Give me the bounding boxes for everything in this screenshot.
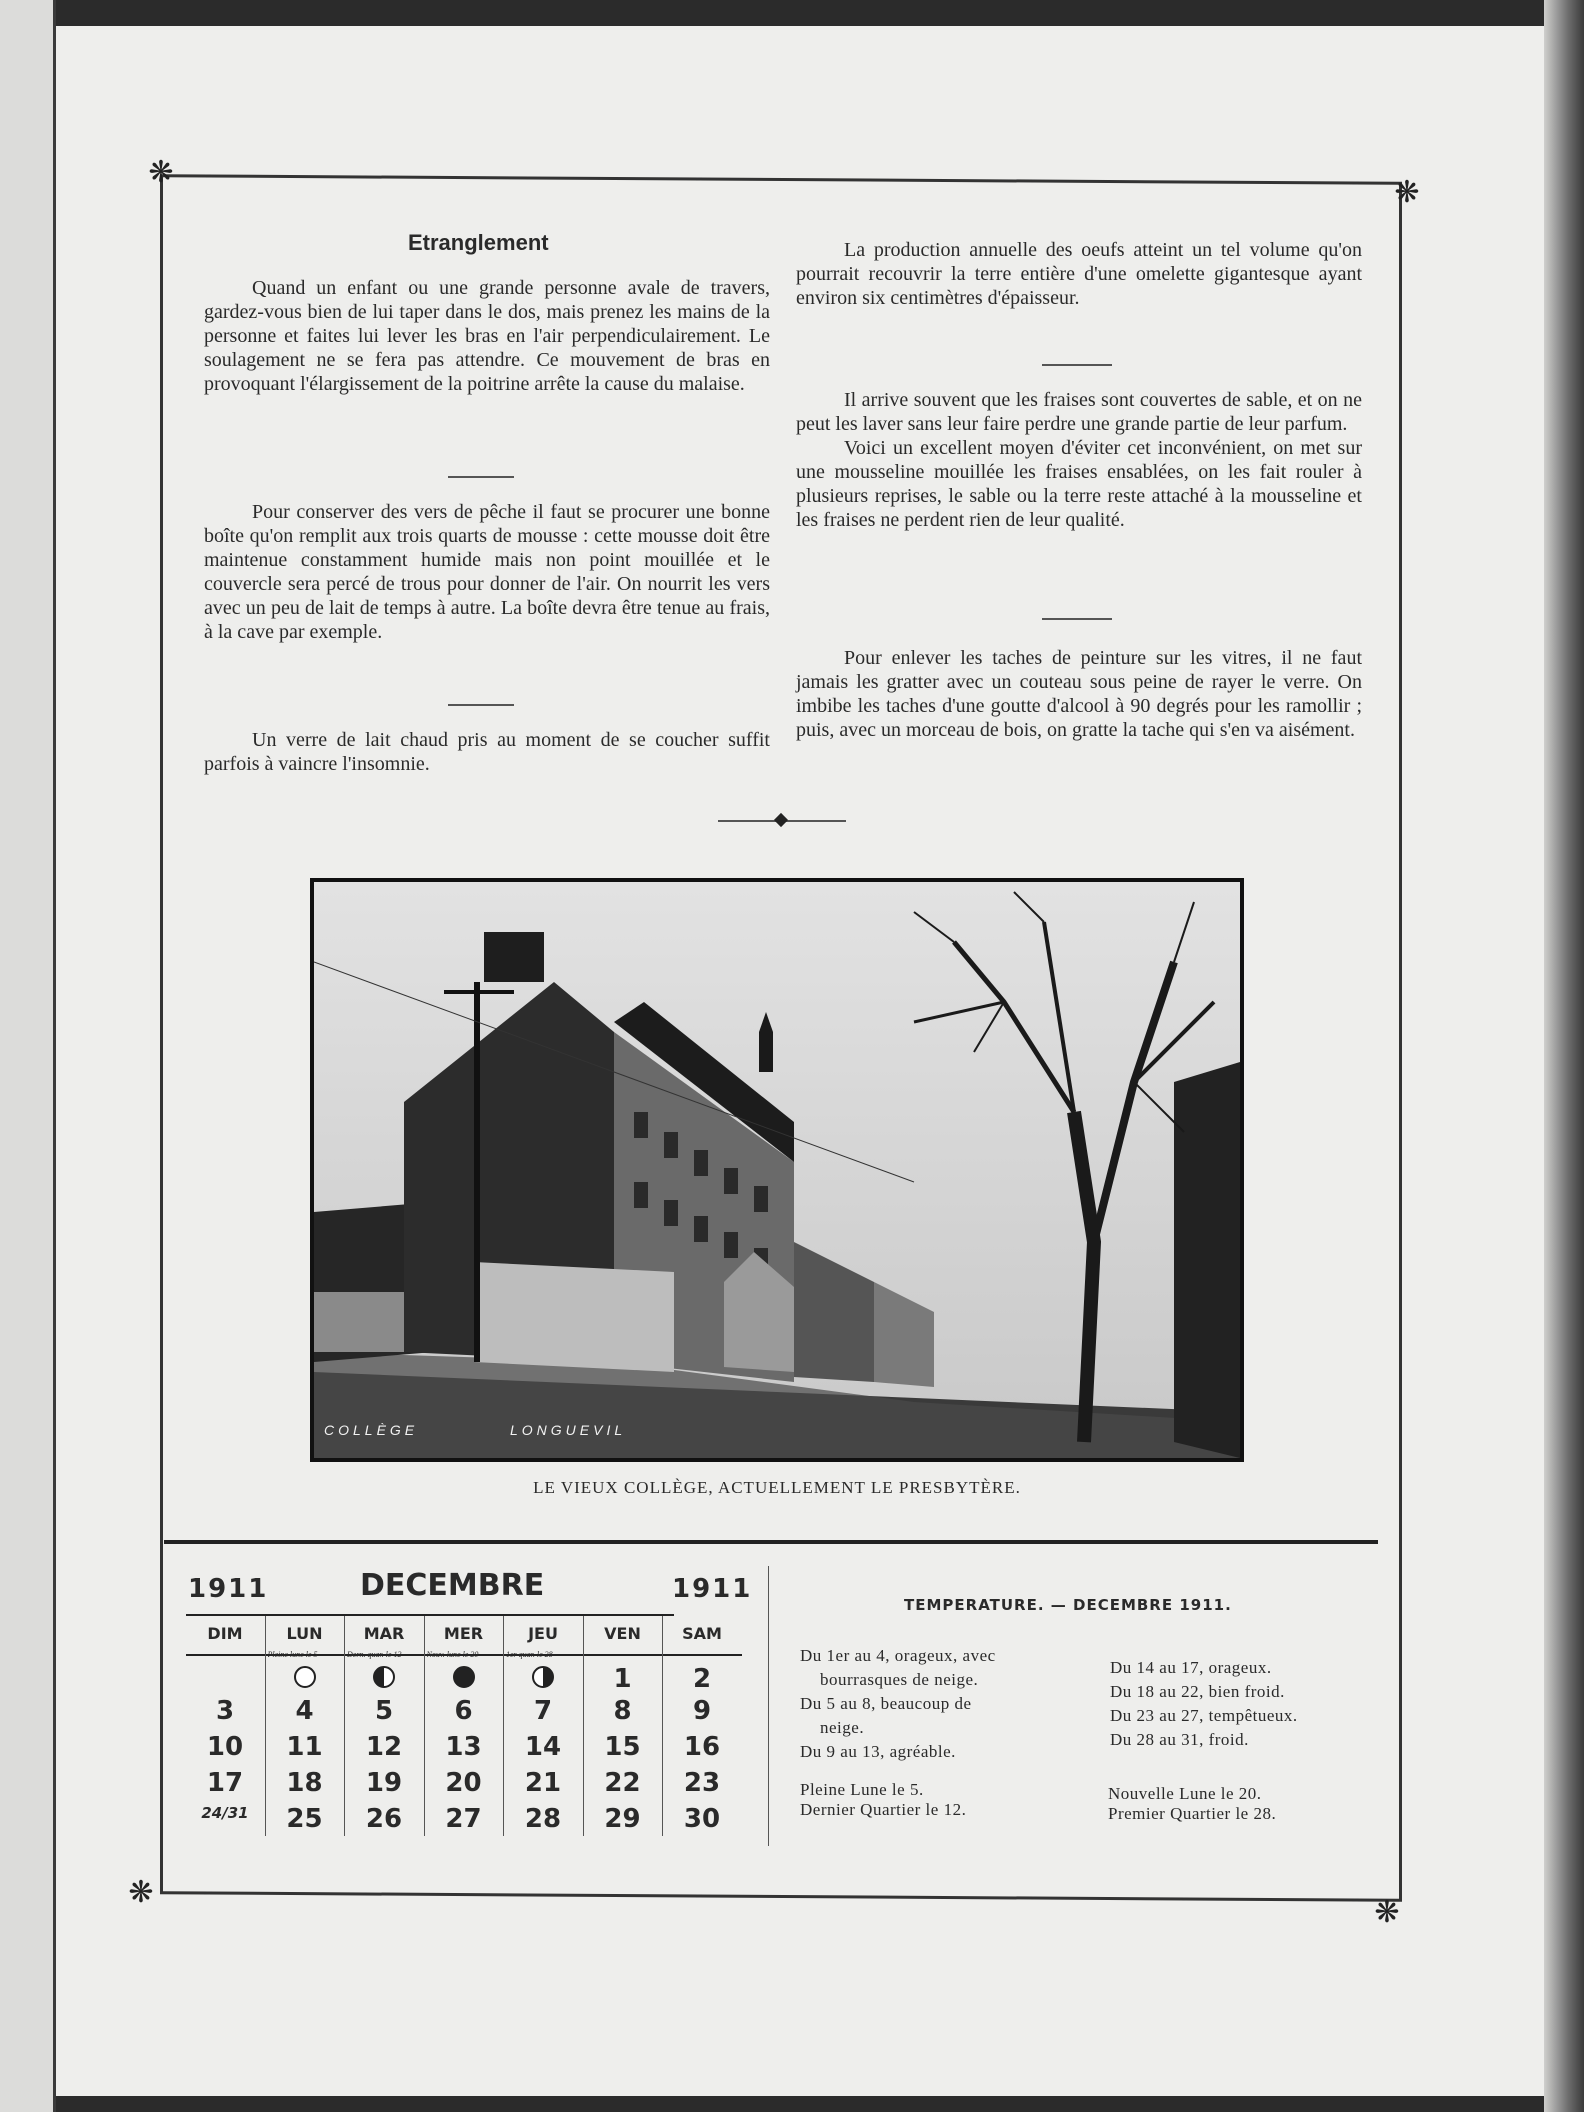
photo-caption: LE VIEUX COLLÈGE, ACTUELLEMENT LE PRESBYTÈRE. [533,1478,1021,1497]
moon-phase-icon [453,1666,475,1688]
weather-line: Du 5 au 8, beaucoup de [800,1694,972,1713]
calendar-day: 20 [445,1768,482,1798]
moon-note: Nouv. lune le 20 [426,1650,479,1659]
calendar-day: 11 [286,1732,323,1762]
month-title: DECEMBRE [360,1568,545,1603]
moon-phases-right [1108,1784,1276,1824]
calendar-day: 30 [683,1804,721,1834]
day-header-sam: SAM [682,1624,722,1643]
right-column [796,388,1362,532]
calendar-column-line [583,1616,584,1836]
calendar-day: 2 [692,1664,712,1694]
calendar-day: 26 [365,1804,403,1834]
moon-phase-line: Dernier Quartier le 12. [800,1800,967,1819]
paragraph: Voici un excellent moyen d'éviter cet inconvénient, on met sur une mousseline mouillée les fraises ensablées, on les fait rouler à plusieurs reprises, le sable ou la terre reste attaché à la mousseline et les fraises ne perdent rien de leur qualité. [796,437,1362,531]
calendar-day: 1 [613,1664,632,1694]
calendar-day: 17 [206,1768,244,1798]
moon-phase-icon [373,1666,395,1688]
year-right: 1911 [672,1574,753,1604]
calendar-day: 27 [445,1804,482,1834]
column-divider [768,1566,769,1846]
moon-note: Dern. quar. le 12 [347,1650,402,1659]
day-header-lun: LUN [286,1624,323,1643]
weather-line: bourrasques de neige. [820,1670,979,1689]
calendar-day: 15 [604,1732,641,1762]
calendar-column-line [344,1616,345,1836]
moon-note: 1er quar. le 28 [506,1650,553,1659]
weather-line: neige. [820,1718,865,1737]
weather-line: Du 28 au 31, froid. [1110,1730,1249,1749]
moon-note: Pleine lune le 5 [267,1650,318,1659]
weather-line: Du 9 au 13, agréable. [800,1742,956,1761]
paragraph: Pour conserver des vers de pêche il faut se procurer une bonne boîte qu'on remplit aux trois quarts de mousse : cette mousse doit être maintenue constamment humide mais non point mouillée et le couvercle sera percé de trous pour donner de l'air. On nourrit les vers avec un peu de lait de temps à autre. La boîte devra être tenue au frais, à la cave par exemple. [204,501,770,643]
calendar-day: 23 [683,1768,721,1798]
calendar-day: 13 [445,1732,482,1762]
paragraph: Pour enlever les taches de peinture sur les vitres, il ne faut jamais les gratter avec un couteau sous peine de rayer le verre. On imbibe les taches d'une goutte d'alcool à 90 degrés pour les ramollir ; puis, avec un morceau de bois, on gratte la tache qui s'en va aisément. [796,647,1362,741]
left-column [204,728,770,776]
left-column [204,276,770,396]
calendar-column-line [265,1616,266,1836]
calendar-day: 10 [206,1732,244,1762]
corner-ornament-icon: ❋ [148,155,174,190]
paragraph: Quand un enfant ou une grande personne avale de travers, gardez-vous bien de lui taper dans le dos, mais prenez les mains de la personne et faites lui lever les bras en l'air perpendiculairement. Le soulagement ne se fera pas attendre. Ce mouvement de bras en provoquant l'élargissement de la poitrine arrête la cause du malaise. [204,277,770,395]
weather-line: Du 23 au 27, tempêtueux. [1110,1706,1298,1725]
day-header-dim: DIM [207,1624,243,1643]
weather-line: Du 14 au 17, orageux. [1110,1658,1272,1677]
calendar-day: 12 [365,1732,403,1762]
calendar-day: 4 [295,1696,314,1726]
temperature-right [1110,1656,1298,1752]
calendar-day: 25 [286,1804,323,1834]
page-edge [1544,0,1584,2112]
weather-line: Du 18 au 22, bien froid. [1110,1682,1285,1701]
calendar-day: 22 [604,1768,641,1798]
calendar-day: 24/31 [201,1804,249,1822]
weather-line: Du 1er au 4, orageux, avec [800,1646,996,1665]
left-column [204,500,770,644]
day-header-mer: MER [443,1624,484,1643]
book-spine [0,0,56,2112]
moon-phase-line: Pleine Lune le 5. [800,1780,924,1799]
calendar-separator [164,1540,1378,1544]
moon-phases-left [800,1780,966,1820]
moon-phase-icon [532,1666,554,1688]
calendar-day: 6 [454,1696,473,1726]
calendar-day: 19 [365,1768,403,1798]
calendar-day: 28 [524,1804,562,1834]
right-column [796,646,1362,742]
calendar-day: 5 [374,1696,394,1726]
calendar-day: 8 [613,1696,632,1726]
calendar-column-line [424,1616,425,1836]
calendar-day: 18 [286,1768,323,1798]
paragraph: Un verre de lait chaud pris au moment de se coucher suffit parfois à vaincre l'insomnie. [204,729,770,775]
calendar-day: 16 [683,1732,721,1762]
calendar-day: 7 [533,1696,553,1726]
separator-rule [448,704,514,706]
separator-rule [1042,364,1112,366]
photo-label-right: LONGUEVIL [510,1422,627,1438]
temperature-left [800,1644,996,1764]
separator-rule [1042,618,1112,620]
paragraph: La production annuelle des oeufs atteint un tel volume qu'on pourrait recouvrir la terre entière d'une omelette gigantesque ayant environ six centimètres d'épaisseur. [796,239,1362,309]
corner-ornament-icon: ❋ [128,1875,154,1910]
college-photo [310,878,1244,1462]
calendar-day: 21 [524,1768,562,1798]
temperature-title: TEMPERATURE. — DECEMBRE 1911. [904,1596,1232,1614]
calendar-day: 29 [604,1804,641,1834]
moon-phase-line: Nouvelle Lune le 20. [1108,1784,1262,1803]
calendar-column-line [662,1616,663,1836]
calendar-day: 14 [524,1732,562,1762]
calendar-day: 3 [215,1696,235,1726]
year-left: 1911 [188,1574,269,1604]
separator-rule [448,476,514,478]
corner-ornament-icon: ❋ [1374,1895,1400,1930]
article-heading: Etranglement [408,230,549,255]
moon-phase-line: Premier Quartier le 28. [1108,1804,1277,1823]
day-header-mar: MAR [363,1624,405,1643]
day-header-ven: VEN [604,1624,641,1643]
calendar-rule [186,1614,674,1616]
paragraph: Il arrive souvent que les fraises sont couvertes de sable, et on ne peut les laver sans leur faire perdre une grande partie de leur parfum. [796,389,1362,435]
right-column [796,238,1362,310]
photo-label-left: COLLÈGE [324,1422,419,1438]
corner-ornament-icon: ❋ [1394,175,1420,210]
photo-illustration [314,882,1240,1458]
day-header-jeu: JEU [528,1624,558,1643]
calendar-column-line [503,1616,504,1836]
moon-phase-icon [294,1666,316,1688]
calendar-day: 9 [692,1696,712,1726]
